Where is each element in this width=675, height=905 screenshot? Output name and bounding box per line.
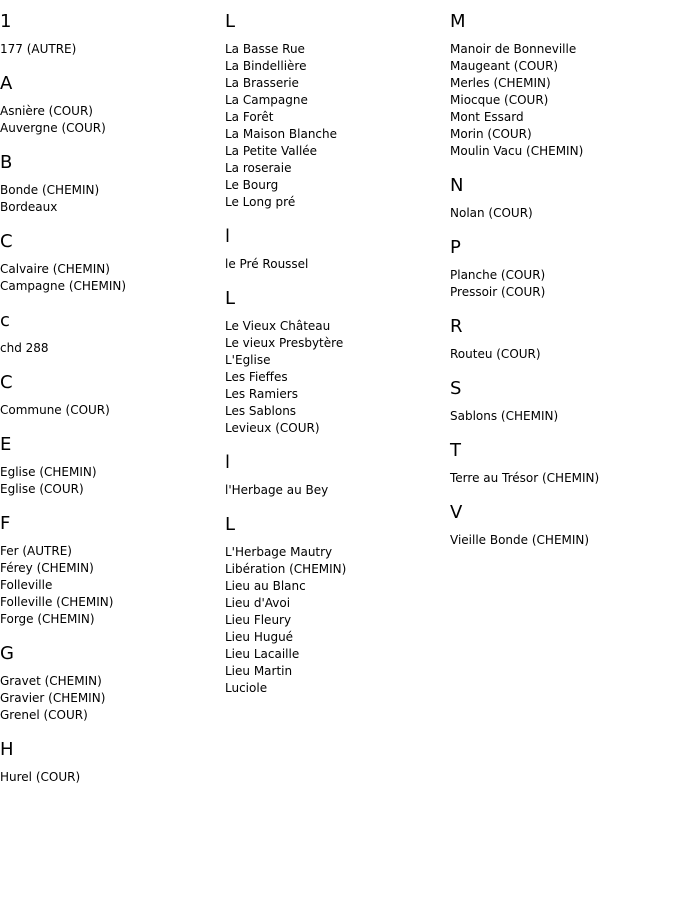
street-entry-link[interactable]: La Maison Blanche (225, 127, 338, 141)
entry-list (0, 673, 220, 724)
letter-heading: L (225, 288, 236, 309)
entry-list (0, 182, 220, 216)
street-entry-link[interactable]: Planche (COUR) (450, 268, 546, 282)
street-entry-link[interactable]: Manoir de Bonneville (450, 42, 577, 56)
street-entry-link[interactable]: L'Eglise (225, 353, 271, 367)
entry-list (0, 41, 220, 58)
street-entry-link[interactable]: Morin (COUR) (450, 127, 532, 141)
street-entry-link[interactable]: Les Fieffes (225, 370, 288, 384)
letter-heading: E (0, 434, 12, 455)
letter-group (0, 310, 220, 357)
letter-heading: l (225, 452, 231, 473)
street-entry-link[interactable]: Lieu Hugué (225, 630, 294, 644)
letter-group (0, 231, 220, 295)
entry-list (450, 408, 670, 425)
street-entry-link[interactable]: Calvaire (CHEMIN) (0, 262, 110, 276)
letter-heading: B (0, 152, 13, 173)
street-entry-link[interactable]: Nolan (COUR) (450, 206, 533, 220)
entry-list (0, 261, 220, 295)
entry-list (450, 41, 670, 160)
street-entry-link[interactable]: Bordeaux (0, 200, 58, 214)
street-entry-link[interactable]: La Petite Vallée (225, 144, 318, 158)
entry-list (450, 267, 670, 301)
street-entry-link[interactable]: Routeu (COUR) (450, 347, 541, 361)
street-entry-link[interactable]: Terre au Trésor (CHEMIN) (450, 471, 600, 485)
street-entry-link[interactable]: Asnière (COUR) (0, 104, 93, 118)
street-entry-link[interactable]: Luciole (225, 681, 268, 695)
index-column (225, 11, 445, 712)
street-entry-link[interactable]: Lieu Martin (225, 664, 293, 678)
letter-group (225, 514, 445, 697)
letter-group (0, 11, 220, 58)
entry-list (225, 482, 445, 499)
street-entry-link[interactable]: Lieu Lacaille (225, 647, 300, 661)
index-column (0, 11, 220, 801)
letter-group (450, 175, 670, 222)
street-entry-link[interactable]: Pressoir (COUR) (450, 285, 546, 299)
letter-heading: R (450, 316, 463, 337)
street-entry-link[interactable]: Maugeant (COUR) (450, 59, 559, 73)
entry-list (450, 205, 670, 222)
letter-heading: V (450, 502, 463, 523)
letter-group (225, 288, 445, 437)
street-entry-link[interactable]: chd 288 (0, 341, 49, 355)
street-entry-link[interactable]: Fer (AUTRE) (0, 544, 72, 558)
letter-heading: M (450, 11, 466, 32)
street-entry-link[interactable]: Campagne (CHEMIN) (0, 279, 127, 293)
letter-group (450, 378, 670, 425)
street-entry-link[interactable]: Commune (COUR) (0, 403, 110, 417)
entry-list (450, 532, 670, 549)
entry-list (0, 543, 220, 628)
letter-heading: S (450, 378, 462, 399)
street-entry-link[interactable]: Hurel (COUR) (0, 770, 81, 784)
entry-list (450, 346, 670, 363)
street-entry-link[interactable]: Gravet (CHEMIN) (0, 674, 102, 688)
entry-list (0, 340, 220, 357)
letter-heading: c (0, 310, 10, 331)
entry-list (0, 402, 220, 419)
letter-heading: H (0, 739, 14, 760)
letter-heading: L (225, 514, 236, 535)
letter-heading: F (0, 513, 11, 534)
street-entry-link[interactable]: 177 (AUTRE) (0, 42, 77, 56)
entry-list (225, 544, 445, 697)
street-entry-link[interactable]: Forge (CHEMIN) (0, 612, 95, 626)
street-entry-link[interactable]: La Campagne (225, 93, 308, 107)
entry-list (0, 464, 220, 498)
letter-heading: T (450, 440, 461, 461)
letter-group (0, 643, 220, 724)
letter-heading: P (450, 237, 461, 258)
street-entry-link[interactable]: Merles (CHEMIN) (450, 76, 551, 90)
street-entry-link[interactable]: Eglise (CHEMIN) (0, 465, 97, 479)
street-entry-link[interactable]: Les Sablons (225, 404, 297, 418)
street-entry-link[interactable]: La Forêt (225, 110, 274, 124)
street-entry-link[interactable]: Le Bourg (225, 178, 279, 192)
letter-heading: C (0, 231, 13, 252)
street-entry-link[interactable]: Auvergne (COUR) (0, 121, 106, 135)
index-column (450, 11, 670, 564)
letter-heading: l (225, 226, 231, 247)
street-entry-link[interactable]: La Bindellière (225, 59, 307, 73)
letter-heading: N (450, 175, 464, 196)
street-entry-link[interactable]: La Brasserie (225, 76, 299, 90)
street-entry-link[interactable]: Libération (CHEMIN) (225, 562, 347, 576)
street-entry-link[interactable]: Folleville (0, 578, 53, 592)
street-entry-link[interactable]: Levieux (COUR) (225, 421, 320, 435)
letter-group (0, 372, 220, 419)
street-entry-link[interactable]: Vieille Bonde (CHEMIN) (450, 533, 590, 547)
letter-group (0, 73, 220, 137)
entry-list (0, 769, 220, 786)
street-entry-link[interactable]: Férey (CHEMIN) (0, 561, 94, 575)
entry-list (450, 470, 670, 487)
letter-group (225, 11, 445, 211)
street-entry-link[interactable]: le Pré Roussel (225, 257, 309, 271)
letter-group (450, 11, 670, 160)
street-entry-link[interactable]: Moulin Vacu (CHEMIN) (450, 144, 584, 158)
letter-group (450, 316, 670, 363)
street-entry-link[interactable]: Eglise (COUR) (0, 482, 84, 496)
letter-group (0, 434, 220, 498)
street-entry-link[interactable]: Les Ramiers (225, 387, 298, 401)
street-entry-link[interactable]: Le vieux Presbytère (225, 336, 344, 350)
street-entry-link[interactable]: Miocque (COUR) (450, 93, 549, 107)
letter-group (225, 226, 445, 273)
entry-list (225, 41, 445, 211)
letter-group (0, 739, 220, 786)
street-entry-link[interactable]: Sablons (CHEMIN) (450, 409, 559, 423)
street-entry-link[interactable]: Le Vieux Château (225, 319, 331, 333)
entry-list (0, 103, 220, 137)
street-entry-link[interactable]: La Basse Rue (225, 42, 305, 56)
entry-list (225, 256, 445, 273)
street-entry-link[interactable]: La roseraie (225, 161, 292, 175)
street-entry-link[interactable]: Mont Essard (450, 110, 524, 124)
letter-heading: L (225, 11, 236, 32)
street-entry-link[interactable]: Bonde (CHEMIN) (0, 183, 100, 197)
letter-group (450, 237, 670, 301)
letter-group (450, 502, 670, 549)
letter-group (0, 513, 220, 628)
letter-group (0, 152, 220, 216)
letter-heading: 1 (0, 11, 12, 32)
street-entry-link[interactable]: L'Herbage Mautry (225, 545, 333, 559)
street-entry-link[interactable]: Lieu Fleury (225, 613, 292, 627)
street-entry-link[interactable]: Le Long pré (225, 195, 296, 209)
entry-list (225, 318, 445, 437)
letter-group (225, 452, 445, 499)
street-entry-link[interactable]: Lieu au Blanc (225, 579, 306, 593)
street-entry-link[interactable]: Grenel (COUR) (0, 708, 88, 722)
letter-group (450, 440, 670, 487)
letter-heading: G (0, 643, 14, 664)
street-entry-link[interactable]: Gravier (CHEMIN) (0, 691, 106, 705)
street-entry-link[interactable]: Lieu d'Avoi (225, 596, 291, 610)
letter-heading: A (0, 73, 13, 94)
street-entry-link[interactable]: l'Herbage au Bey (225, 483, 329, 497)
street-entry-link[interactable]: Folleville (CHEMIN) (0, 595, 114, 609)
letter-heading: C (0, 372, 13, 393)
